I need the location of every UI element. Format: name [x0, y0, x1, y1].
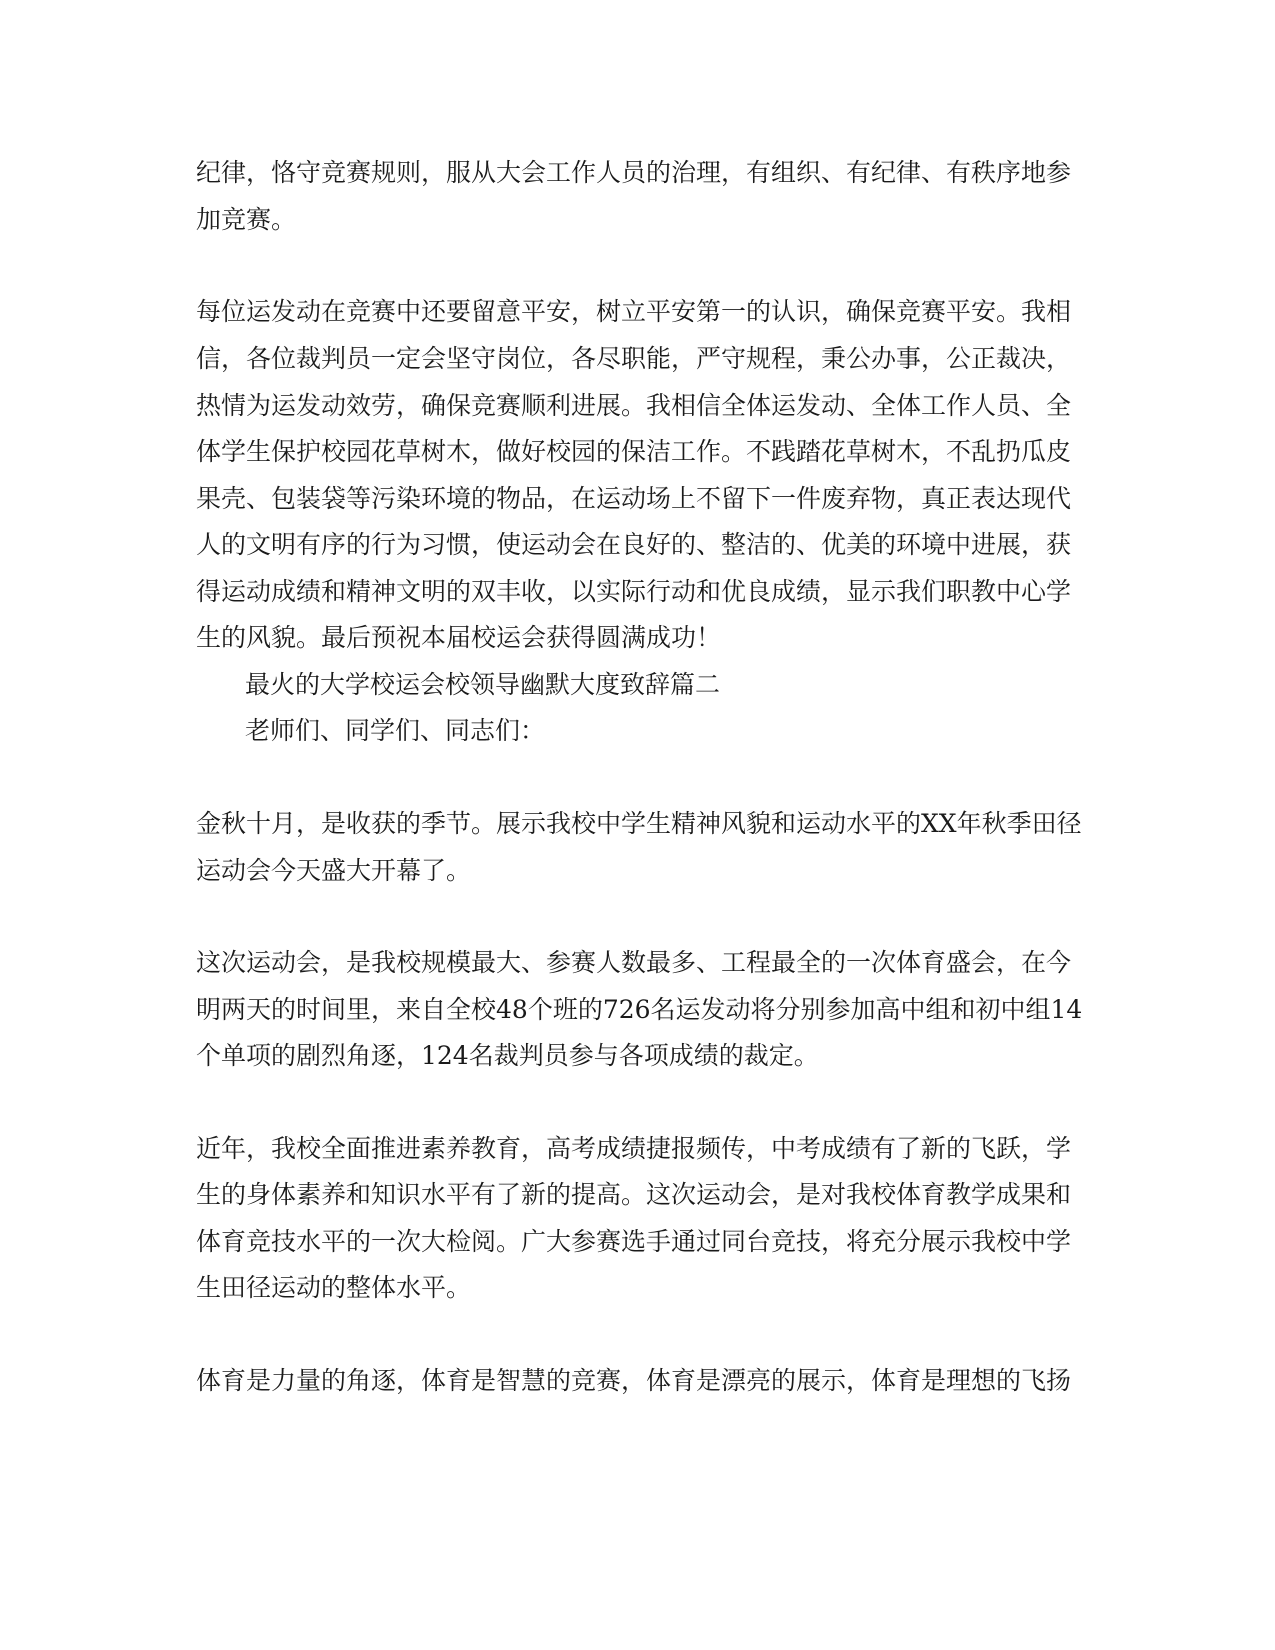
text-line: 生的身体素养和知识水平有了新的提高。这次运动会，是对我校体育教学成果和	[196, 1180, 1072, 1209]
text-line: 个单项的剧烈角逐，124名裁判员参与各项成绩的裁定。	[196, 1041, 819, 1070]
text-line: 体学生保护校园花草树木，做好校园的保洁工作。不践踏花草树木，不乱扔瓜皮	[196, 437, 1072, 466]
text-line: 这次运动会，是我校规模最大、参赛人数最多、工程最全的一次体育盛会，在今	[196, 948, 1072, 977]
text-line: 生的风貌。最后预祝本届校运会获得圆满成功！	[196, 623, 722, 652]
text-line: 近年，我校全面推进素养教育，高考成绩捷报频传，中考成绩有了新的飞跃，学	[196, 1134, 1072, 1163]
text-line: 热情为运发动效劳，确保竞赛顺利进展。我相信全体运发动、全体工作人员、全	[196, 391, 1072, 420]
text-line: 人的文明有序的行为习惯，使运动会在良好的、整洁的、优美的环境中进展，获	[196, 530, 1072, 559]
section-heading: 最火的大学校运会校领导幽默大度致辞篇二	[245, 670, 721, 699]
text-line: 生田径运动的整体水平。	[196, 1273, 472, 1302]
text-line: 每位运发动在竞赛中还要留意平安，树立平安第一的认识，确保竞赛平安。我相	[196, 297, 1072, 326]
text-line: 运动会今天盛大开幕了。	[196, 856, 472, 885]
text-line: 加竞赛。	[196, 205, 297, 234]
text-line: 果壳、包装袋等污染环境的物品，在运动场上不留下一件废弃物，真正表达现代	[196, 484, 1072, 513]
text-line: 纪律，恪守竞赛规则，服从大会工作人员的治理，有组织、有纪律、有秩序地参	[196, 158, 1072, 187]
text-line: 信，各位裁判员一定会坚守岗位，各尽职能，严守规程，秉公办事，公正裁决，	[196, 344, 1072, 373]
text-line: 得运动成绩和精神文明的双丰收，以实际行动和优良成绩，显示我们职教中心学	[196, 577, 1072, 606]
text-line: 金秋十月，是收获的季节。展示我校中学生精神风貌和运动水平的XX年秋季田径	[196, 809, 1082, 838]
text-line: 体育是力量的角逐，体育是智慧的竞赛，体育是漂亮的展示，体育是理想的飞扬	[196, 1366, 1072, 1395]
text-line: 体育竞技水平的一次大检阅。广大参赛选手通过同台竞技，将充分展示我校中学	[196, 1227, 1072, 1256]
salutation: 老师们、同学们、同志们：	[245, 716, 546, 745]
text-line: 明两天的时间里，来自全校48个班的726名运发动将分别参加高中组和初中组14	[196, 995, 1083, 1024]
